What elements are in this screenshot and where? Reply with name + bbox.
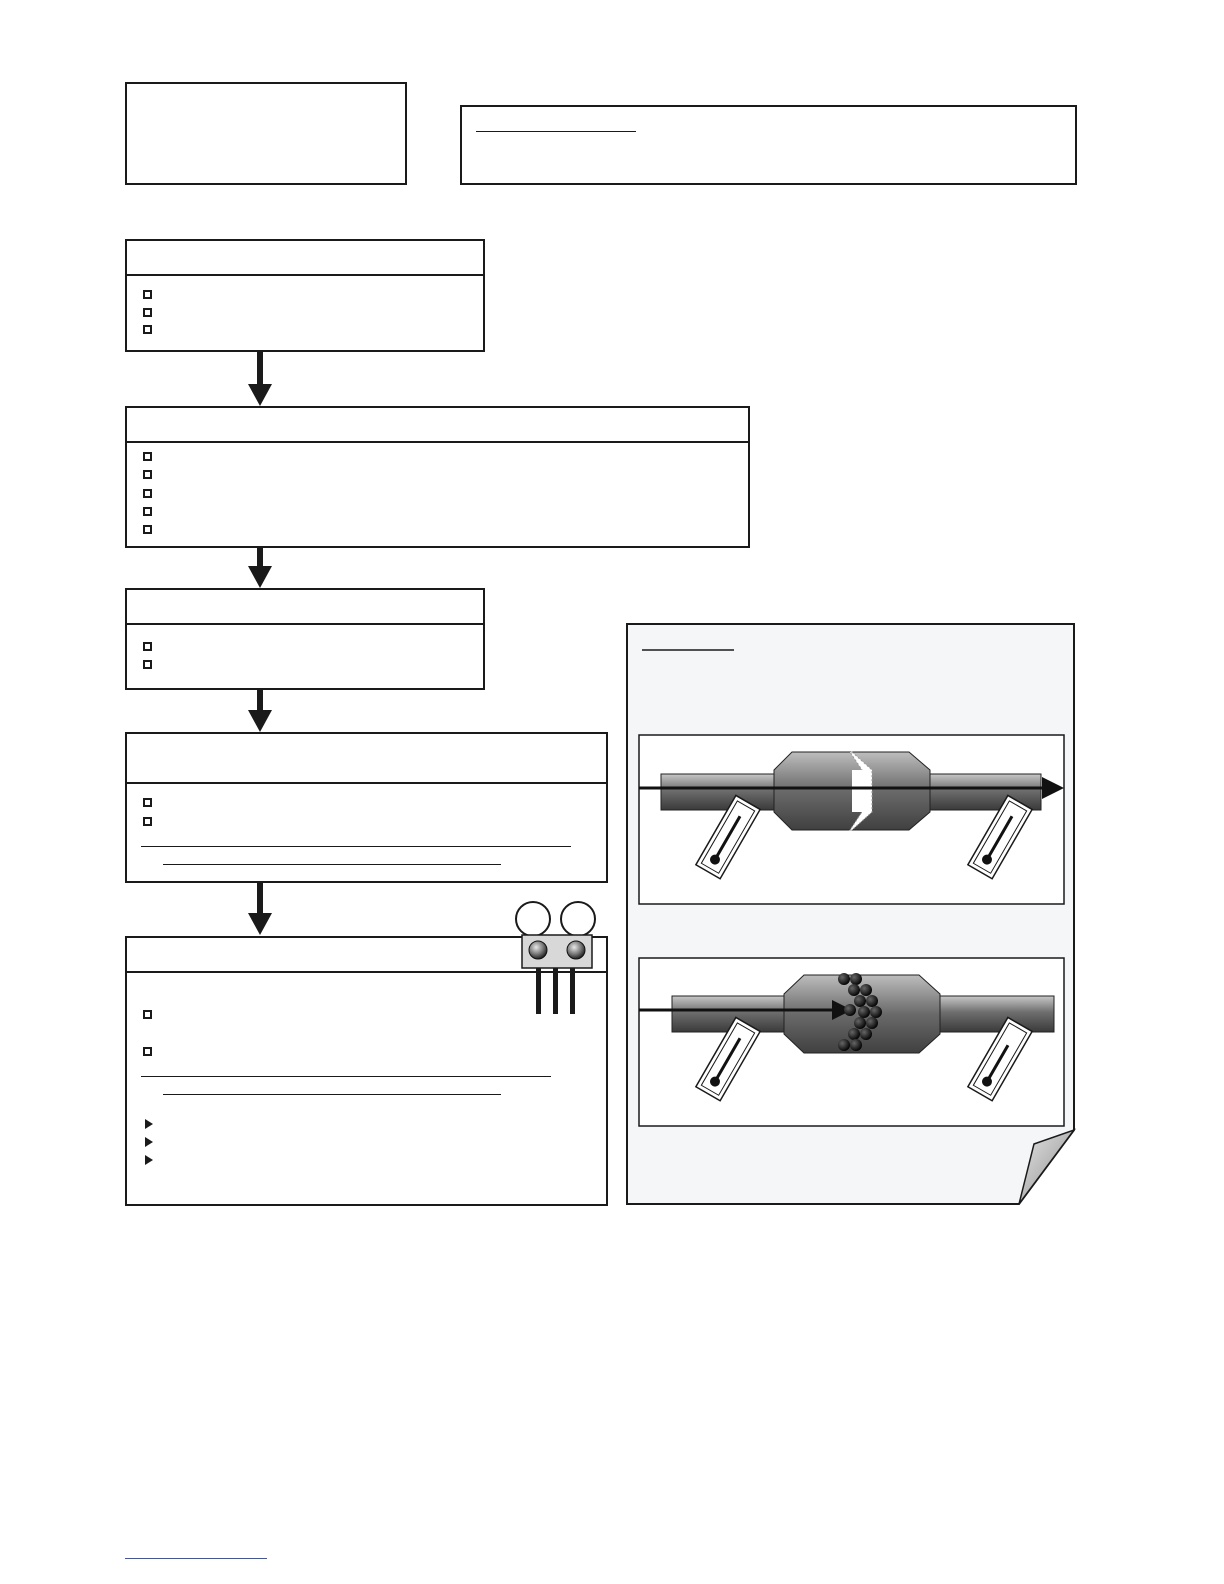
connector-icon: [510, 900, 610, 1020]
arrow-3-shaft: [257, 690, 263, 712]
step-3-box: [125, 588, 485, 690]
step-2-box: [125, 406, 750, 548]
header-right-box: [460, 105, 1077, 185]
step-2-checkbox-2[interactable]: [143, 470, 152, 479]
step-4-underline-1: [141, 846, 571, 847]
step-1-checkbox-2[interactable]: [143, 308, 152, 317]
step-5-underline-1: [141, 1076, 551, 1077]
arrow-3-head: [248, 710, 272, 732]
arrow-1-head: [248, 384, 272, 406]
arrow-2-head: [248, 566, 272, 588]
panel-flow-through: [639, 735, 1064, 904]
arrow-1-shaft: [257, 352, 263, 386]
panel-soot-loaded: [639, 958, 1064, 1126]
step-2-header: [127, 408, 748, 443]
step-5-bullet-1: [145, 1119, 153, 1129]
arrow-2-shaft: [257, 548, 263, 568]
step-4-checkbox-2[interactable]: [143, 817, 152, 826]
step-3-header: [127, 590, 483, 625]
step-5-checkbox-2[interactable]: [143, 1047, 152, 1056]
step-2-checkbox-5[interactable]: [143, 525, 152, 534]
step-1-checkbox-3[interactable]: [143, 325, 152, 334]
step-2-checkbox-3[interactable]: [143, 489, 152, 498]
step-2-checkbox-1[interactable]: [143, 452, 152, 461]
step-4-underline-2: [163, 864, 501, 865]
step-1-checkbox-1[interactable]: [143, 290, 152, 299]
header-left-box: [125, 82, 407, 185]
step-2-checkbox-4[interactable]: [143, 507, 152, 516]
step-5-checkbox-1[interactable]: [143, 1010, 152, 1019]
step-5-bullet-3: [145, 1155, 153, 1165]
step-5-bullet-2: [145, 1137, 153, 1147]
step-3-checkbox-1[interactable]: [143, 642, 152, 651]
step-4-box: [125, 732, 608, 883]
step-4-header: [127, 734, 606, 784]
arrow-4-head: [248, 913, 272, 935]
step-4-checkbox-1[interactable]: [143, 798, 152, 807]
step-1-header: [127, 241, 483, 276]
step-3-checkbox-2[interactable]: [143, 660, 152, 669]
filter-illustration-panel: [624, 622, 1084, 1212]
footer-link[interactable]: [125, 1558, 267, 1559]
step-1-box: [125, 239, 485, 352]
arrow-4-shaft: [257, 883, 263, 915]
header-right-underline: [476, 131, 636, 132]
step-5-underline-2: [163, 1094, 501, 1095]
